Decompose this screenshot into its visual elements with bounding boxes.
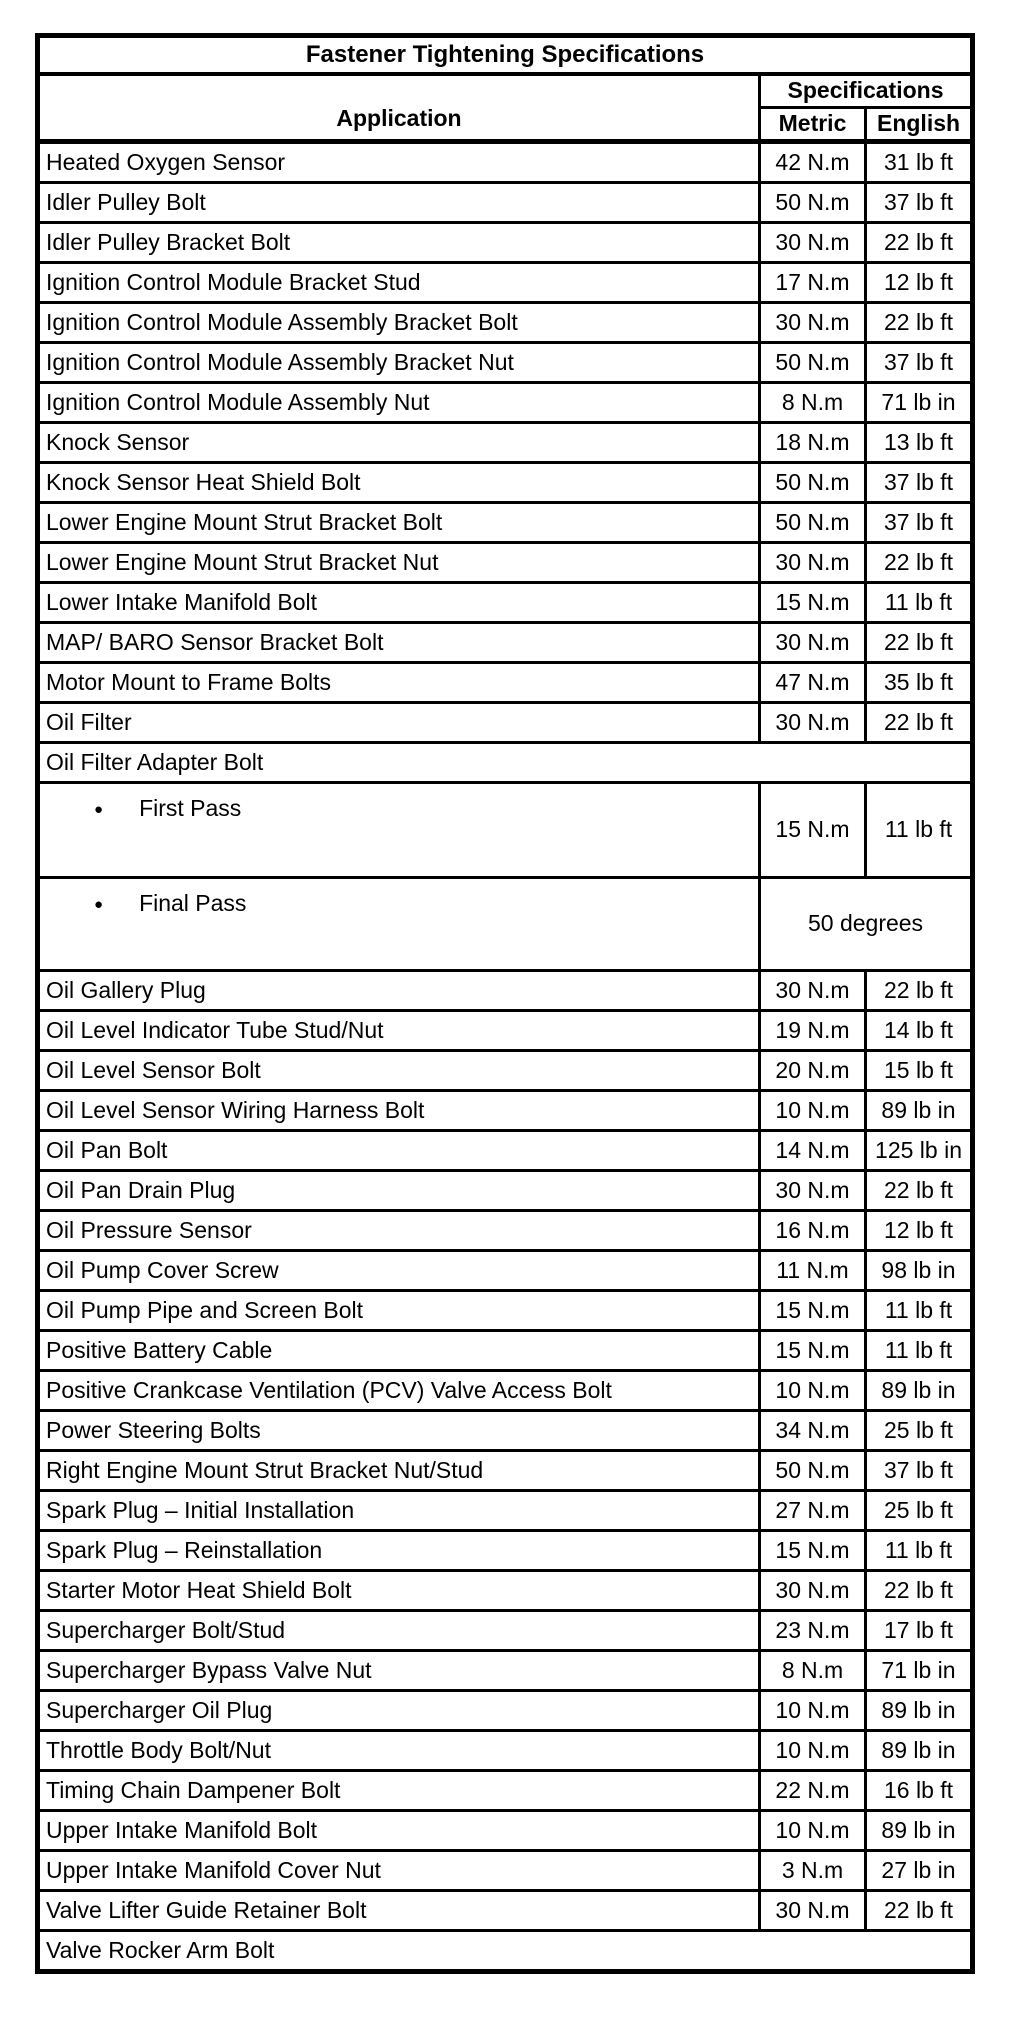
metric-value: 3 N.m [760,1851,866,1891]
application-cell: Valve Lifter Guide Retainer Bolt [38,1891,760,1931]
english-value: 37 lb ft [866,183,973,223]
english-value: 14 lb ft [866,1011,973,1051]
application-cell: Oil Level Sensor Wiring Harness Bolt [38,1091,760,1131]
metric-value: 17 N.m [760,263,866,303]
application-cell-full-width: Valve Rocker Arm Bolt [38,1931,973,1972]
table-row [38,1091,973,1131]
metric-value: 27 N.m [760,1491,866,1531]
table-row [38,1771,973,1811]
metric-value: 10 N.m [760,1691,866,1731]
english-value: 16 lb ft [866,1771,973,1811]
english-value: 31 lb ft [866,142,973,183]
application-cell: Ignition Control Module Assembly Nut [38,383,760,423]
metric-value: 50 N.m [760,1451,866,1491]
english-value: 22 lb ft [866,303,973,343]
table-row [38,878,973,971]
table-row [38,1251,973,1291]
application-cell: Ignition Control Module Assembly Bracket Nut [38,343,760,383]
metric-value: 30 N.m [760,703,866,743]
english-value: 125 lb in [866,1131,973,1171]
table-row [38,623,973,663]
application-cell: Oil Filter [38,703,760,743]
metric-value: 30 N.m [760,1171,866,1211]
table-row [38,142,973,183]
application-cell: Lower Engine Mount Strut Bracket Nut [38,543,760,583]
metric-value: 10 N.m [760,1371,866,1411]
table-row [38,783,973,878]
metric-value: 30 N.m [760,303,866,343]
table-row [38,1411,973,1451]
table-row [38,1291,973,1331]
english-value: 35 lb ft [866,663,973,703]
english-value: 89 lb in [866,1371,973,1411]
application-cell: Idler Pulley Bracket Bolt [38,223,760,263]
metric-value: 30 N.m [760,223,866,263]
english-value: 11 lb ft [866,1291,973,1331]
english-value: 13 lb ft [866,423,973,463]
metric-value: 15 N.m [760,583,866,623]
application-cell: Positive Battery Cable [38,1331,760,1371]
application-cell [38,878,760,971]
english-value: 17 lb ft [866,1611,973,1651]
table-row [38,303,973,343]
english-value: 25 lb ft [866,1411,973,1451]
combined-value: 50 degrees [760,878,973,971]
english-value: 22 lb ft [866,543,973,583]
table-row [38,971,973,1011]
metric-value: 47 N.m [760,663,866,703]
application-label: First Pass [139,795,242,821]
metric-value: 10 N.m [760,1811,866,1851]
application-cell: Oil Pan Drain Plug [38,1171,760,1211]
english-value: 89 lb in [866,1811,973,1851]
metric-value: 15 N.m [760,783,866,878]
metric-value: 50 N.m [760,463,866,503]
english-value: 37 lb ft [866,343,973,383]
table-title: Fastener Tightening Specifications [38,36,973,75]
table-row [38,1891,973,1931]
table-row [38,1331,973,1371]
application-cell: Oil Pan Bolt [38,1131,760,1171]
english-value: 98 lb in [866,1251,973,1291]
metric-value: 30 N.m [760,623,866,663]
table-row [38,1611,973,1651]
metric-value: 11 N.m [760,1251,866,1291]
table-row [38,343,973,383]
metric-value: 22 N.m [760,1771,866,1811]
english-value: 22 lb ft [866,1171,973,1211]
application-cell: Timing Chain Dampener Bolt [38,1771,760,1811]
application-cell: MAP/ BARO Sensor Bracket Bolt [38,623,760,663]
table-row [38,423,973,463]
table-row [38,183,973,223]
table-row [38,1491,973,1531]
metric-value: 10 N.m [760,1091,866,1131]
metric-value: 8 N.m [760,1651,866,1691]
header-row-specifications [38,74,973,108]
table-row [38,463,973,503]
metric-value: 34 N.m [760,1411,866,1451]
metric-value: 14 N.m [760,1131,866,1171]
application-cell: Motor Mount to Frame Bolts [38,663,760,703]
english-value: 37 lb ft [866,503,973,543]
metric-column-header: Metric [760,108,866,142]
table-row [38,223,973,263]
table-row [38,1811,973,1851]
table-row [38,1731,973,1771]
metric-value: 50 N.m [760,343,866,383]
metric-value: 15 N.m [760,1331,866,1371]
table-row [38,1571,973,1611]
table-row [38,1011,973,1051]
application-cell: Lower Engine Mount Strut Bracket Bolt [38,503,760,543]
application-cell: Power Steering Bolts [38,1411,760,1451]
english-value: 89 lb in [866,1731,973,1771]
table-row [38,263,973,303]
bullet-icon: ● [94,896,104,913]
metric-value: 15 N.m [760,1291,866,1331]
english-value: 22 lb ft [866,971,973,1011]
table-row [38,1051,973,1091]
table-row [38,1691,973,1731]
table-row [38,1851,973,1891]
metric-value: 30 N.m [760,1571,866,1611]
english-value: 37 lb ft [866,1451,973,1491]
application-cell: Heated Oxygen Sensor [38,142,760,183]
application-label: Final Pass [139,890,247,916]
english-value: 25 lb ft [866,1491,973,1531]
metric-value: 10 N.m [760,1731,866,1771]
english-value: 15 lb ft [866,1051,973,1091]
application-cell: Oil Pressure Sensor [38,1211,760,1251]
english-value: 22 lb ft [866,703,973,743]
table-row [38,1371,973,1411]
english-value: 22 lb ft [866,1571,973,1611]
english-value: 71 lb in [866,383,973,423]
table-row [38,383,973,423]
english-column-header: English [866,108,973,142]
application-cell: Knock Sensor [38,423,760,463]
application-cell: Oil Gallery Plug [38,971,760,1011]
table-title-row [38,36,973,75]
application-cell [38,783,760,878]
application-cell: Spark Plug – Reinstallation [38,1531,760,1571]
bullet-icon: ● [94,801,104,818]
english-value: 12 lb ft [866,263,973,303]
metric-value: 23 N.m [760,1611,866,1651]
application-cell: Oil Pump Cover Screw [38,1251,760,1291]
english-value: 89 lb in [866,1091,973,1131]
application-cell: Knock Sensor Heat Shield Bolt [38,463,760,503]
application-cell: Ignition Control Module Bracket Stud [38,263,760,303]
metric-value: 15 N.m [760,1531,866,1571]
application-cell: Upper Intake Manifold Bolt [38,1811,760,1851]
metric-value: 30 N.m [760,543,866,583]
table-row [38,1171,973,1211]
english-value: 22 lb ft [866,223,973,263]
application-cell: Supercharger Oil Plug [38,1691,760,1731]
fastener-spec-table [35,33,975,1974]
table-row [38,1451,973,1491]
metric-value: 19 N.m [760,1011,866,1051]
metric-value: 30 N.m [760,1891,866,1931]
application-cell: Spark Plug – Initial Installation [38,1491,760,1531]
metric-value: 20 N.m [760,1051,866,1091]
table-row [38,1211,973,1251]
table-row [38,543,973,583]
application-cell: Supercharger Bolt/Stud [38,1611,760,1651]
metric-value: 8 N.m [760,383,866,423]
english-value: 11 lb ft [866,1531,973,1571]
table-row [38,743,973,783]
metric-value: 50 N.m [760,183,866,223]
application-cell: Throttle Body Bolt/Nut [38,1731,760,1771]
application-cell: Oil Pump Pipe and Screen Bolt [38,1291,760,1331]
english-value: 11 lb ft [866,1331,973,1371]
table-row [38,1131,973,1171]
application-cell: Right Engine Mount Strut Bracket Nut/Stud [38,1451,760,1491]
english-value: 22 lb ft [866,1891,973,1931]
application-cell: Oil Level Sensor Bolt [38,1051,760,1091]
english-value: 12 lb ft [866,1211,973,1251]
table-row [38,583,973,623]
table-row [38,1651,973,1691]
application-cell: Starter Motor Heat Shield Bolt [38,1571,760,1611]
english-value: 11 lb ft [866,583,973,623]
application-cell: Positive Crankcase Ventilation (PCV) Valve Access Bolt [38,1371,760,1411]
english-value: 11 lb ft [866,783,973,878]
metric-value: 42 N.m [760,142,866,183]
application-cell-full-width: Oil Filter Adapter Bolt [38,743,973,783]
english-value: 89 lb in [866,1691,973,1731]
application-column-header: Application [38,74,760,142]
table-row [38,663,973,703]
table-row [38,1931,973,1972]
english-value: 37 lb ft [866,463,973,503]
application-cell: Oil Level Indicator Tube Stud/Nut [38,1011,760,1051]
application-cell: Supercharger Bypass Valve Nut [38,1651,760,1691]
english-value: 22 lb ft [866,623,973,663]
english-value: 27 lb in [866,1851,973,1891]
application-cell: Upper Intake Manifold Cover Nut [38,1851,760,1891]
metric-value: 18 N.m [760,423,866,463]
table-row [38,503,973,543]
specifications-header: Specifications [760,74,973,108]
metric-value: 30 N.m [760,971,866,1011]
table-row [38,1531,973,1571]
application-cell: Lower Intake Manifold Bolt [38,583,760,623]
metric-value: 16 N.m [760,1211,866,1251]
english-value: 71 lb in [866,1651,973,1691]
table-row [38,703,973,743]
metric-value: 50 N.m [760,503,866,543]
application-cell: Idler Pulley Bolt [38,183,760,223]
application-cell: Ignition Control Module Assembly Bracket Bolt [38,303,760,343]
